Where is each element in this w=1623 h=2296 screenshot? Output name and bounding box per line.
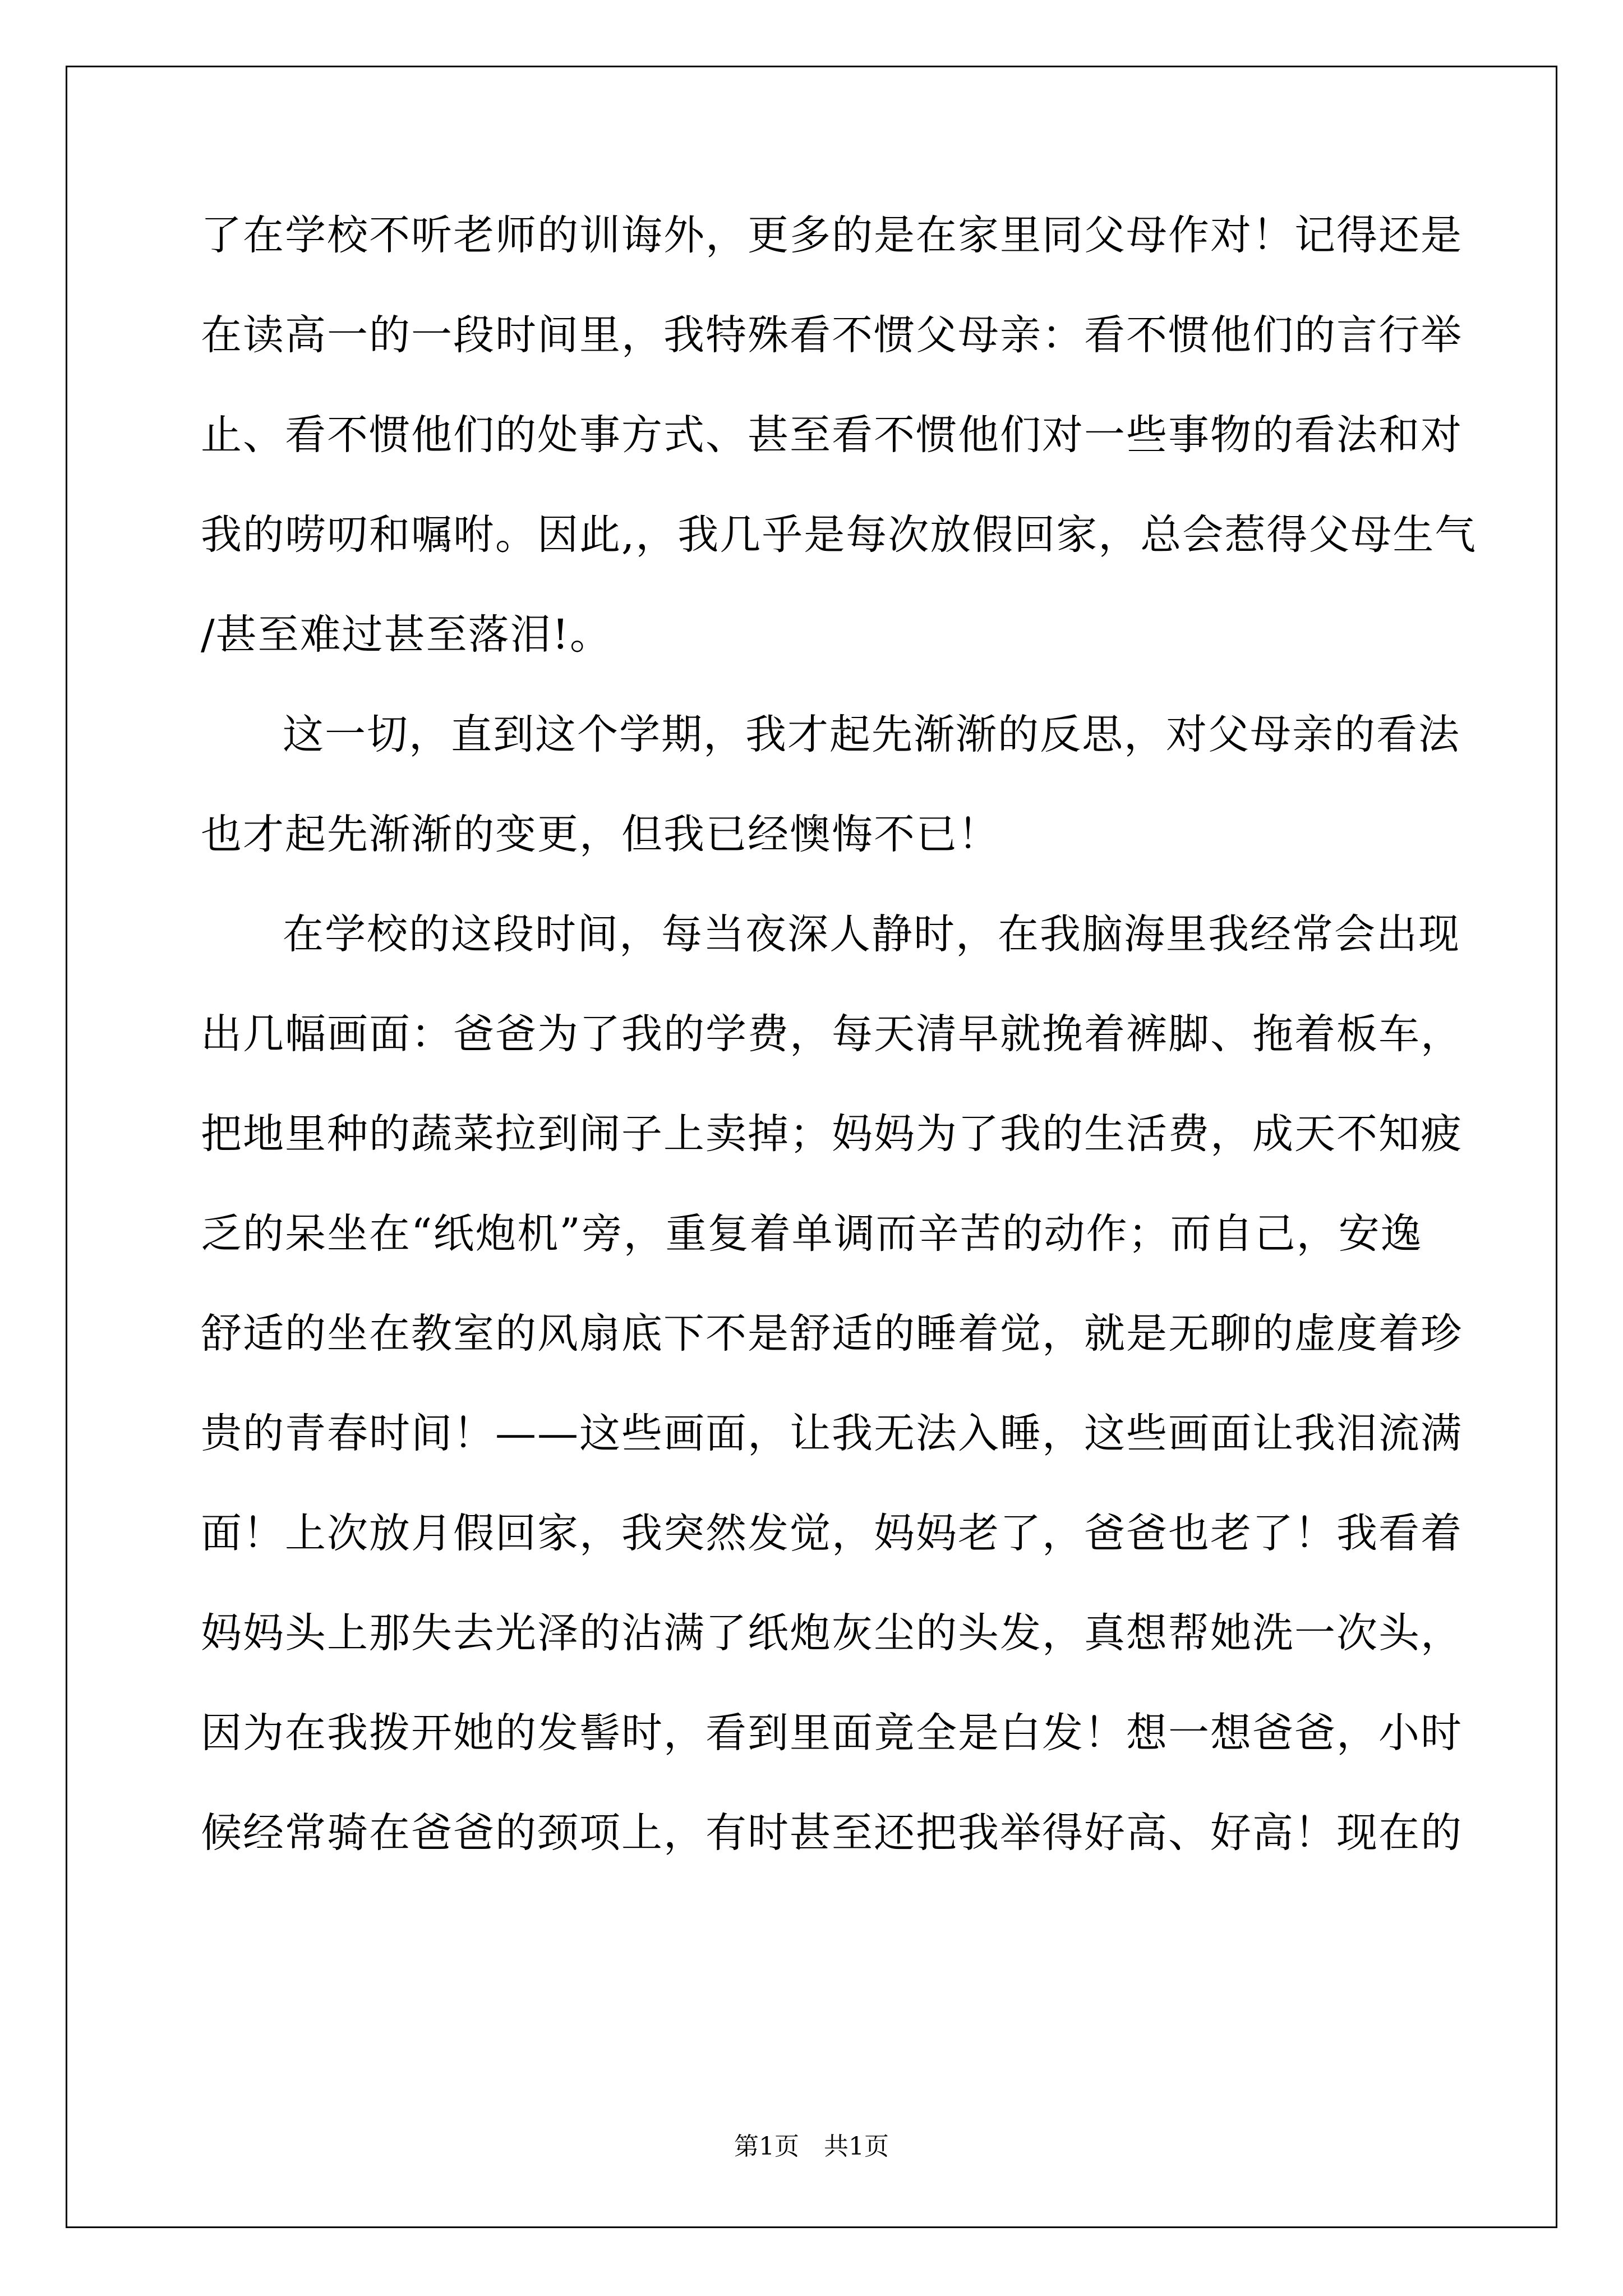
document-body xyxy=(201,211,1477,1911)
text-line: 这一切，直到这个学期，我才起先渐渐的反思，对父母亲的看法 xyxy=(283,711,1460,758)
text-line: 贵的青春时间！——这些画面，让我无法入睡，这些画面让我泪流满 xyxy=(201,1410,1463,1457)
text-line: 舒适的坐在教室的风扇底下不是舒适的睡着觉，就是无聊的虚度着珍 xyxy=(201,1310,1463,1358)
text-line: 面！上次放月假回家，我突然发觉，妈妈老了，爸爸也老了！我看着 xyxy=(201,1510,1463,1557)
text-line: 我的唠叨和嘱咐。因此,，我几乎是每次放假回家，总会惹得父母生气 xyxy=(201,511,1477,559)
text-line: 出几幅画面：爸爸为了我的学费，每天清早就挽着裤脚、拖着板车， xyxy=(201,1010,1463,1058)
text-line: 把地里种的蔬菜拉到闹子上卖掉；妈妈为了我的生活费，成天不知疲 xyxy=(201,1110,1463,1158)
text-line: 在读高一的一段时间里，我特殊看不惯父母亲：看不惯他们的言行举 xyxy=(201,311,1463,359)
text-line: 在学校的这段时间，每当夜深人静时，在我脑海里我经常会出现 xyxy=(283,910,1460,958)
text-line: 因为在我拨开她的发髻时，看到里面竟全是白发！想一想爸爸，小时 xyxy=(201,1709,1463,1757)
text-line: 止、看不惯他们的处事方式、甚至看不惯他们对一些事物的看法和对 xyxy=(201,411,1463,459)
text-line: 乏的呆坐在“纸炮机”旁，重复着单调而辛苦的动作；而自己，安逸 xyxy=(201,1210,1423,1258)
text-line: /甚至难过甚至落泪!。 xyxy=(201,611,612,659)
text-line: 候经常骑在爸爸的颈项上，有时甚至还把我举得好高、好高！现在的 xyxy=(201,1809,1463,1857)
text-line: 了在学校不听老师的训诲外，更多的是在家里同父母作对！记得还是 xyxy=(201,211,1463,259)
text-line: 也才起先渐渐的变更，但我已经懊悔不已！ xyxy=(201,811,1000,858)
page-footer: 第1页 共1页 xyxy=(734,2132,889,2161)
text-line: 妈妈头上那失去光泽的沾满了纸炮灰尘的头发，真想帮她洗一次头， xyxy=(201,1609,1463,1657)
